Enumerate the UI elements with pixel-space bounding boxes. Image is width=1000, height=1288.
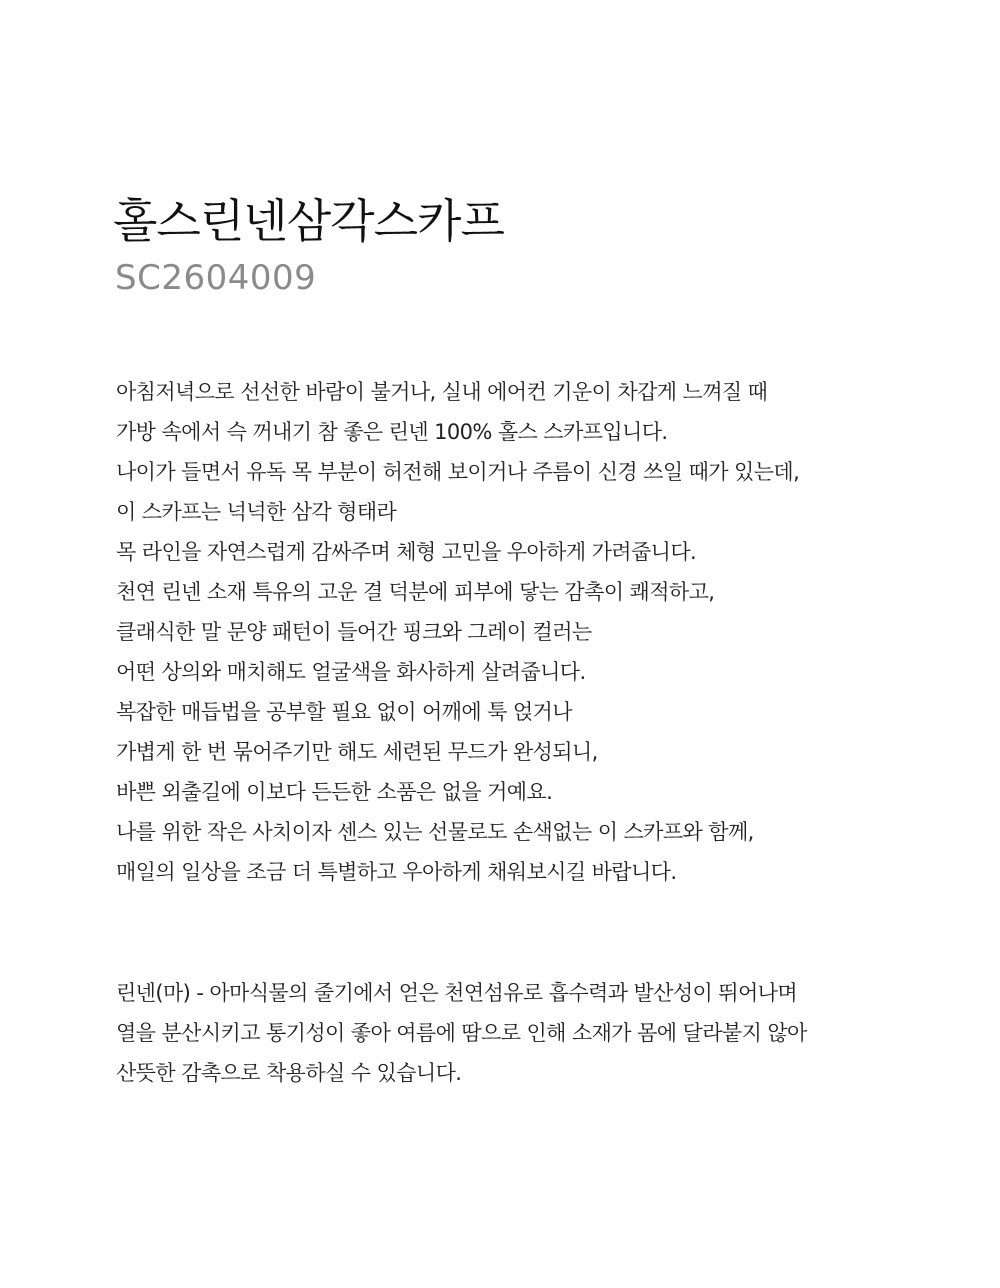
description-line: 나를 위한 작은 사치이자 센스 있는 선물로도 손색없는 이 스카프와 함께,: [116, 820, 754, 844]
description-line: 클래식한 말 문양 패턴이 들어간 핑크와 그레이 컬러는: [116, 620, 592, 644]
description-line: 아침저녁으로 선선한 바람이 불거나, 실내 에어컨 기운이 차갑게 느껴질 때: [116, 380, 768, 404]
description-line: 매일의 일상을 조금 더 특별하고 우아하게 채워보시길 바랍니다.: [116, 860, 677, 884]
material-note-line: 산뜻한 감촉으로 착용하실 수 있습니다.: [116, 1061, 462, 1085]
description-line: 가방 속에서 슥 꺼내기 참 좋은 린넨 100% 홀스 스카프입니다.: [116, 420, 668, 444]
material-note-line: 린넨(마) - 아마식물의 줄기에서 얻은 천연섬유로 흡수력과 발산성이 뛰어나며: [116, 981, 798, 1005]
material-note: [116, 973, 916, 1093]
description-line: 가볍게 한 번 묶어주기만 해도 세련된 무드가 완성되니,: [116, 740, 598, 764]
description-line: 천연 린넨 소재 특유의 고운 결 덕분에 피부에 닿는 감촉이 쾌적하고,: [116, 580, 715, 604]
description-line: 이 스카프는 넉넉한 삼각 형태라: [116, 500, 397, 524]
material-note-line: 열을 분산시키고 통기성이 좋아 여름에 땀으로 인해 소재가 몸에 달라붙지 않아: [116, 1021, 807, 1045]
product-description: [116, 372, 916, 892]
description-line: 복잡한 매듭법을 공부할 필요 없이 어깨에 툭 얹거나: [116, 700, 572, 724]
description-line: 어떤 상의와 매치해도 얼굴색을 화사하게 살려줍니다.: [116, 660, 586, 684]
description-line: 바쁜 외출길에 이보다 든든한 소품은 없을 거예요.: [116, 780, 553, 804]
product-title: 홀스린넨삼각스카프: [113, 194, 504, 248]
product-code: SC2604009: [115, 258, 317, 298]
description-line: 목 라인을 자연스럽게 감싸주며 체형 고민을 우아하게 가려줍니다.: [116, 540, 697, 564]
description-line: 나이가 들면서 유독 목 부분이 허전해 보이거나 주름이 신경 쓰일 때가 있는데,: [116, 460, 800, 484]
